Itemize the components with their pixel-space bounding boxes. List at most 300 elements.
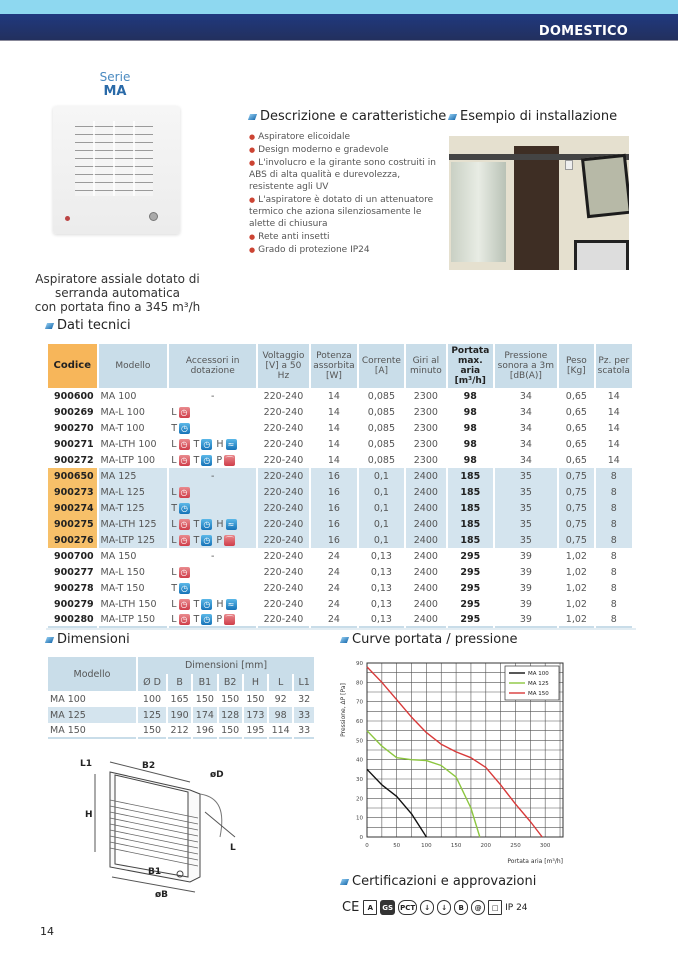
cell-weight: 1,02 [559, 612, 593, 628]
cell-model: MA-L 100 [100, 406, 145, 418]
cell-power: 14 [327, 406, 340, 418]
cell-dim: 92 [274, 693, 287, 705]
cell-weight: 1,02 [565, 598, 587, 610]
cell-rpm: 2300 [413, 438, 438, 450]
timer-icon: ◷ [179, 423, 190, 434]
cell-voltage: 220-240 [263, 566, 304, 578]
cell-rpm: 2400 [413, 582, 438, 594]
cell-current: 0,1 [359, 468, 403, 484]
cell-code: 900276 [48, 532, 97, 548]
cell-voltage: 220-240 [263, 390, 304, 402]
timer-icon: ◷ [179, 439, 190, 450]
cell-dim: 125 [138, 707, 166, 723]
section-bullet-icon [248, 114, 257, 120]
cell-model: MA 100 [100, 390, 137, 402]
chart-canvas [335, 655, 575, 870]
cell-code: 900280 [48, 612, 97, 628]
description-title [249, 109, 446, 124]
section-divider [46, 628, 636, 630]
cell-noise: 35 [495, 468, 558, 484]
cell-dim: 114 [269, 723, 292, 739]
section-title-text: Esempio di installazione [460, 109, 618, 124]
accessory-T [194, 599, 213, 610]
brand-logo-icon [65, 216, 70, 221]
accessory-L [171, 567, 189, 578]
feature-item: ● Aspiratore elicoidale [249, 131, 439, 143]
cell-voltage: 220-240 [258, 612, 309, 628]
col-model: Modello [48, 657, 136, 691]
table-row [48, 564, 632, 580]
dimensions-title [46, 632, 130, 647]
humidity-sensor-icon: ≈ [226, 599, 237, 610]
col-current: Corrente [A] [359, 344, 403, 388]
col-dim: B2 [219, 674, 242, 691]
timer-icon: ◷ [201, 535, 212, 546]
accessory-letter: P [216, 534, 223, 546]
technical-table [46, 344, 634, 628]
accessory-letter: H [216, 598, 224, 610]
pct-mark-icon: PCT [398, 900, 417, 915]
humidity-sensor-icon: ≈ [226, 439, 237, 450]
label-b2: B2 [142, 761, 156, 771]
cell-box: 14 [607, 422, 620, 434]
cell-model: MA 150 [100, 550, 137, 562]
cell-dim: 195 [244, 723, 267, 739]
cell-model: MA-LTH 100 [100, 438, 157, 450]
accessory-letter: P [216, 613, 223, 625]
accessory-letter: L [171, 486, 177, 498]
cell-noise: 35 [495, 532, 558, 548]
col-box: Pz. per scatola [596, 344, 632, 388]
cell-noise: 35 [495, 500, 558, 516]
cell-rpm: 2400 [406, 484, 446, 500]
section-title-text: Dati tecnici [57, 318, 131, 333]
cell-rpm: 2400 [413, 566, 438, 578]
cell-model: MA-LTH 125 [99, 516, 168, 532]
cell-model: MA 150 [48, 723, 136, 739]
cell-weight: 0,65 [565, 406, 587, 418]
cell-current: 0,1 [359, 500, 403, 516]
section-bullet-icon [340, 879, 349, 885]
accessory-T [194, 614, 213, 625]
cell-voltage: 220-240 [258, 532, 309, 548]
col-flow: Portata max. aria [m³/h] [448, 344, 492, 388]
section-title-text: Curve portata / pressione [352, 632, 518, 647]
cell-box: 8 [596, 500, 632, 516]
timer-icon: ◷ [201, 599, 212, 610]
performance-chart [335, 655, 575, 870]
accessory-T [194, 519, 213, 530]
cell-accessories [169, 404, 256, 420]
cell-rpm: 2300 [413, 454, 438, 466]
section-title-text: Certificazioni e approvazioni [352, 874, 537, 889]
dimension-drawing [70, 752, 270, 902]
sink [574, 240, 629, 270]
cell-flow: 98 [463, 390, 477, 402]
svg-text:Pressione, ΔP [Pa]: Pressione, ΔP [Pa] [340, 683, 347, 737]
cell-voltage: 220-240 [263, 422, 304, 434]
cell-box: 8 [610, 582, 617, 594]
caption-line: Aspiratore assiale dotato di [35, 272, 200, 286]
category-title: DOMESTICO [538, 24, 628, 39]
double-insulation-icon: □ [488, 900, 502, 915]
cell-noise: 34 [519, 406, 532, 418]
col-noise: Pressione sonora a 3m [dB(A)] [495, 344, 558, 388]
cell-power: 16 [311, 484, 357, 500]
accessory-letter: T [193, 454, 200, 466]
cell-rpm: 2300 [413, 390, 438, 402]
cell-weight: 0,75 [559, 468, 593, 484]
cell-power: 14 [327, 390, 340, 402]
cell-noise: 35 [495, 484, 558, 500]
cell-box: 14 [607, 406, 620, 418]
feature-item: ● Rete anti insetti [249, 231, 439, 243]
label-ob: øB [155, 890, 169, 900]
caption-line: con portata fino a 345 m³/h [34, 300, 201, 314]
cell-rpm: 2300 [413, 406, 438, 418]
cell-code: 900269 [54, 406, 94, 418]
cell-power: 24 [327, 582, 340, 594]
cell-code: 900279 [54, 598, 94, 610]
cell-power: 16 [311, 532, 357, 548]
dimensions-table [46, 657, 316, 739]
cell-box: 8 [610, 598, 617, 610]
cell-model: MA-LTH 150 [100, 598, 157, 610]
mirror [581, 154, 629, 218]
col-weight: Peso [Kg] [559, 344, 593, 388]
safety-mark-icon: ↓ [437, 900, 451, 915]
table-row [48, 420, 632, 436]
cell-model: MA-T 150 [100, 582, 145, 594]
table-row [48, 723, 314, 739]
section-bullet-icon [448, 114, 457, 120]
cell-flow: 98 [463, 454, 477, 466]
cell-power: 14 [327, 422, 340, 434]
svg-text:80: 80 [356, 680, 363, 687]
pull-cord-icon: ⌒ [225, 614, 234, 624]
timer-icon: ◷ [179, 614, 190, 625]
section-bullet-icon [340, 637, 349, 643]
label-od: øD [210, 770, 224, 780]
timer-icon: ◷ [179, 519, 190, 530]
timer-icon: ◷ [179, 583, 190, 594]
cell-code: 900650 [48, 468, 97, 484]
svg-text:0: 0 [359, 835, 363, 841]
certification-marks [341, 900, 528, 915]
cell-accessories [169, 420, 256, 436]
col-dim: B1 [193, 674, 216, 691]
accessory-letter: T [171, 502, 178, 514]
svg-text:0: 0 [365, 843, 369, 849]
cell-flow: 185 [448, 484, 492, 500]
table-row [48, 532, 632, 548]
cell-noise: 35 [495, 516, 558, 532]
accessory-T [171, 503, 190, 514]
cell-current: 0,13 [370, 582, 392, 594]
col-accessories: Accessori in dotazione [169, 344, 256, 388]
cell-box: 8 [610, 550, 617, 562]
cell-dim: 150 [246, 693, 265, 705]
svg-text:50: 50 [356, 738, 363, 745]
cell-dim: 100 [142, 693, 162, 705]
cell-power: 24 [311, 612, 357, 628]
accessory-letter: H [216, 438, 224, 450]
cell-rpm: 2400 [413, 550, 438, 562]
section-bullet-icon [45, 323, 54, 329]
cell-flow: 185 [448, 516, 492, 532]
table-row [48, 516, 632, 532]
cell-dim: 150 [219, 723, 242, 739]
col-rpm: Giri al minuto [406, 344, 446, 388]
cell-accessories [169, 436, 256, 452]
table-row [48, 548, 632, 564]
cell-current: 0,1 [359, 532, 403, 548]
accessory-T [194, 455, 213, 466]
cell-dim: 33 [294, 707, 314, 723]
cell-model: MA-L 150 [100, 566, 145, 578]
cell-power: 16 [311, 500, 357, 516]
certifications-title [341, 874, 536, 889]
cell-accessories [169, 612, 256, 628]
cell-weight: 0,75 [559, 532, 593, 548]
col-code: Codice [48, 344, 97, 388]
table-row [48, 580, 632, 596]
feature-item: ● L'involucro e la girante sono costruiti in ABS di alta qualità e durevolezza, resistente agli UV [249, 157, 439, 193]
accessory-letter: T [193, 598, 200, 610]
accessory-letter: L [171, 534, 177, 546]
cell-accessories: - [169, 468, 256, 484]
table-header-row [48, 344, 632, 388]
accessory-letter: L [171, 454, 177, 466]
accessory-letter: L [171, 438, 177, 450]
product-caption [30, 272, 205, 314]
label-b1: B1 [148, 867, 162, 877]
table-row [48, 707, 314, 723]
cell-current: 0,13 [359, 612, 403, 628]
table-row [48, 468, 632, 484]
table-row [48, 500, 632, 516]
accessory-L [171, 614, 189, 625]
cell-flow: 98 [463, 406, 477, 418]
cell-box: 14 [607, 390, 620, 402]
pull-cord-icon: ⌒ [225, 535, 234, 545]
cell-voltage: 220-240 [258, 500, 309, 516]
cell-weight: 0,65 [565, 390, 587, 402]
curves-title [341, 632, 517, 647]
cell-rpm: 2400 [406, 532, 446, 548]
humidity-sensor-icon: ≈ [226, 519, 237, 530]
cell-dim: 32 [298, 693, 311, 705]
label-l: L [230, 843, 236, 853]
accessory-L [171, 535, 189, 546]
ip-rating: IP 24 [505, 902, 528, 913]
cell-dim: 196 [193, 723, 216, 739]
cell-current: 0,1 [359, 516, 403, 532]
cell-code: 900274 [48, 500, 97, 516]
svg-text:300: 300 [539, 843, 551, 849]
cell-rpm: 2400 [406, 468, 446, 484]
cell-noise: 34 [519, 438, 532, 450]
installation-image [449, 136, 629, 270]
accessory-T [194, 535, 213, 546]
table-row [48, 436, 632, 452]
accessory-letter: T [193, 438, 200, 450]
col-dim: Ø D [138, 674, 166, 691]
cell-dim: 212 [168, 723, 191, 739]
section-title-text: Dimensioni [57, 632, 130, 647]
table-row [48, 596, 632, 612]
accessory-letter: T [193, 518, 200, 530]
page-number: 14 [40, 925, 54, 938]
cell-model: MA-LTP 150 [99, 612, 168, 628]
cell-accessories [169, 580, 256, 596]
cell-weight: 0,65 [565, 454, 587, 466]
cell-dim: 128 [219, 707, 242, 723]
cell-flow: 98 [463, 422, 477, 434]
timer-icon: ◷ [179, 599, 190, 610]
cell-accessories [169, 532, 256, 548]
wall-tile [514, 146, 559, 270]
cell-rpm: 2400 [406, 516, 446, 532]
cell-code: 900277 [54, 566, 94, 578]
cell-current: 0,085 [367, 422, 395, 434]
cell-noise: 39 [519, 550, 532, 562]
cell-dim: 174 [193, 707, 216, 723]
accessory-letter: L [171, 518, 177, 530]
pull-cord-icon: ⌒ [225, 455, 234, 465]
accessory-letter: T [171, 422, 178, 434]
cell-weight: 0,65 [565, 438, 587, 450]
cell-flow: 295 [460, 566, 481, 578]
cell-rpm: 2400 [406, 500, 446, 516]
feature-list [249, 131, 439, 257]
cell-box: 8 [596, 468, 632, 484]
accessory-P [216, 455, 235, 466]
series-name: MA [103, 84, 127, 99]
svg-text:40: 40 [356, 757, 363, 764]
cell-accessories [169, 596, 256, 612]
cell-code: 900271 [54, 438, 94, 450]
cell-current: 0,1 [359, 484, 403, 500]
table-row [48, 452, 632, 468]
cell-voltage: 220-240 [263, 406, 304, 418]
cell-current: 0,085 [367, 406, 395, 418]
cell-weight: 1,02 [565, 582, 587, 594]
cell-noise: 34 [519, 422, 532, 434]
accessory-letter: P [216, 454, 223, 466]
installation-title [449, 109, 617, 124]
cell-flow: 185 [448, 468, 492, 484]
col-dim: H [244, 674, 267, 691]
svg-text:MA 150: MA 150 [528, 691, 549, 697]
cell-flow: 295 [460, 582, 481, 594]
cell-box: 14 [607, 454, 620, 466]
cell-voltage: 220-240 [263, 454, 304, 466]
cell-power: 24 [327, 598, 340, 610]
svg-text:20: 20 [356, 796, 363, 803]
table-row [48, 484, 632, 500]
installed-fan-icon [565, 160, 573, 170]
cell-weight: 0,75 [559, 484, 593, 500]
cell-code: 900278 [54, 582, 94, 594]
accessory-L [171, 599, 189, 610]
approval-mark-icon: A [363, 900, 377, 915]
safety-mark-icon: ↓ [420, 900, 434, 915]
timer-icon: ◷ [179, 535, 190, 546]
cell-flow: 185 [448, 500, 492, 516]
cell-flow: 295 [460, 550, 481, 562]
svg-text:150: 150 [450, 843, 462, 849]
cell-dim: 165 [170, 693, 189, 705]
cell-voltage: 220-240 [263, 550, 304, 562]
cell-weight: 0,75 [559, 516, 593, 532]
section-bullet-icon [45, 637, 54, 643]
cell-voltage: 220-240 [263, 582, 304, 594]
table-row [48, 404, 632, 420]
cell-flow: 295 [448, 612, 492, 628]
accessory-letter: L [171, 566, 177, 578]
accessory-L [171, 519, 189, 530]
cell-accessories [169, 452, 256, 468]
svg-text:Portata aria [m³/h]: Portata aria [m³/h] [507, 858, 563, 865]
feature-item: ● Design moderno e gradevole [249, 144, 439, 156]
cell-noise: 39 [519, 582, 532, 594]
accessory-P [216, 535, 235, 546]
cell-code: 900275 [48, 516, 97, 532]
section-title-text: Descrizione e caratteristiche [260, 109, 447, 124]
cell-model: MA-LTP 125 [99, 532, 168, 548]
col-dim: B [168, 674, 191, 691]
cell-voltage: 220-240 [258, 516, 309, 532]
cell-model: MA-T 125 [99, 500, 168, 516]
svg-text:10: 10 [356, 815, 363, 822]
category-header [0, 14, 678, 41]
accessory-H [216, 599, 236, 610]
svg-text:60: 60 [356, 719, 363, 725]
feature-item: ● L'aspiratore è dotato di un attenuatore termico che aziona silenziosamente le alette di chiusura [249, 194, 439, 230]
emc-mark-icon: @ [471, 900, 485, 915]
label-h: H [85, 810, 93, 820]
cell-power: 16 [311, 468, 357, 484]
cell-power: 14 [327, 438, 340, 450]
cell-power: 24 [327, 566, 340, 578]
cell-rpm: 2400 [406, 612, 446, 628]
b-mark-icon: B [454, 900, 468, 915]
timer-icon: ◷ [201, 455, 212, 466]
cell-code: 900270 [54, 422, 94, 434]
svg-text:200: 200 [480, 843, 492, 849]
cell-flow: 295 [460, 598, 481, 610]
cell-current: 0,085 [367, 438, 395, 450]
series-prefix: Serie [99, 70, 131, 84]
cell-accessories: - [210, 390, 215, 402]
caption-line: serranda automatica [54, 286, 181, 300]
accessory-letter: L [171, 406, 177, 418]
cell-current: 0,13 [370, 566, 392, 578]
cell-flow: 185 [448, 532, 492, 548]
accessory-letter: L [171, 598, 177, 610]
accessory-T [194, 439, 213, 450]
series-label [75, 70, 155, 99]
accessory-L [171, 455, 189, 466]
cell-current: 0,085 [367, 390, 395, 402]
svg-text:70: 70 [356, 699, 363, 706]
cell-voltage: 220-240 [258, 484, 309, 500]
cell-model: MA 100 [50, 693, 86, 705]
accessory-L [171, 487, 189, 498]
cell-code: 900273 [48, 484, 97, 500]
cell-box: 8 [596, 516, 632, 532]
